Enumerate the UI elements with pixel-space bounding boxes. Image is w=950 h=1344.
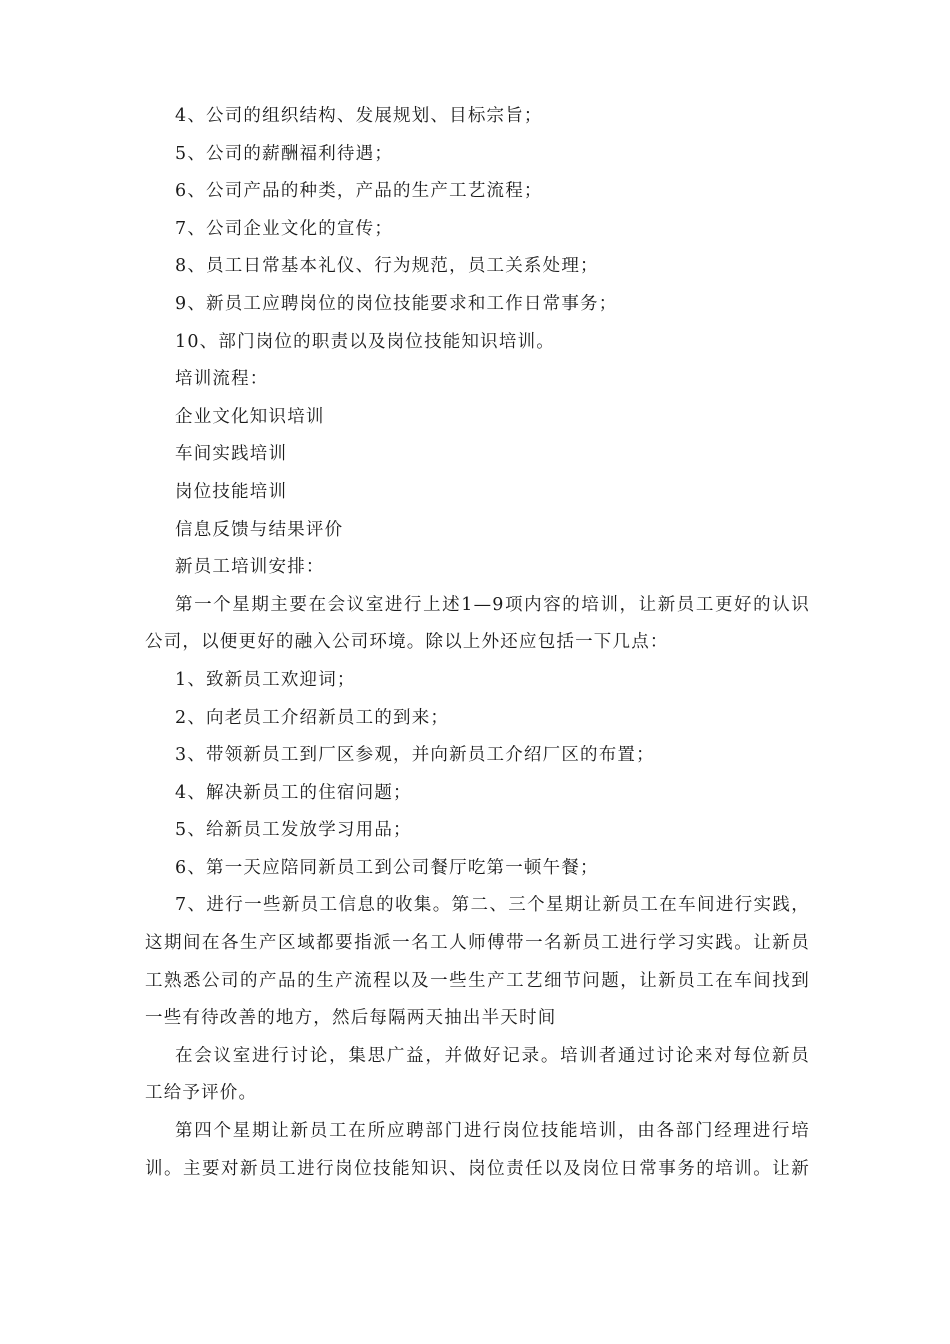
paragraph-line: 公司，以便更好的融入公司环境。除以上外还应包括一下几点： <box>145 632 669 653</box>
list-item: 4、公司的组织结构、发展规划、目标宗旨； <box>175 106 543 126</box>
list-item: 8、员工日常基本礼仪、行为规范，员工关系处理； <box>175 256 599 277</box>
list-item: 6、公司产品的种类，产品的生产工艺流程； <box>175 181 543 202</box>
schedule-heading: 新员工培训安排： <box>175 557 325 578</box>
paragraph-line: 工熟悉公司的产品的生产流程以及一些生产工艺细节问题，让新员工在车间找到 <box>145 970 810 991</box>
paragraph-line: 第一个星期主要在会议室进行上述1—9项内容的培训，让新员工更好的认识 <box>175 594 810 615</box>
paragraph-line: 第四个星期让新员工在所应聘部门进行岗位技能培训，由各部门经理进行培 <box>175 1121 810 1142</box>
document-body <box>145 98 810 1188</box>
process-step: 信息反馈与结果评价 <box>175 519 344 540</box>
process-step: 企业文化知识培训 <box>175 406 325 427</box>
list-item: 3、带领新员工到厂区参观，并向新员工介绍厂区的布置； <box>175 745 655 766</box>
list-item: 7、公司企业文化的宣传； <box>175 218 394 239</box>
process-step: 车间实践培训 <box>175 444 288 465</box>
paragraph-line: 7、进行一些新员工信息的收集。第二、三个星期让新员工在车间进行实践， <box>175 895 810 916</box>
list-item: 9、新员工应聘岗位的岗位技能要求和工作日常事务； <box>175 293 618 314</box>
list-item: 4、解决新员工的住宿问题； <box>175 782 412 803</box>
list-item: 6、第一天应陪同新员工到公司餐厅吃第一顿午餐； <box>175 857 599 878</box>
paragraph-line: 这期间在各生产区域都要指派一名工人师傅带一名新员工进行学习实践。让新员 <box>145 933 810 954</box>
list-item: 2、向老员工介绍新员工的到来； <box>175 707 450 728</box>
process-step: 岗位技能培训 <box>175 481 288 502</box>
list-item: 1、致新员工欢迎词； <box>175 669 356 690</box>
paragraph-line: 一些有待改善的地方，然后每隔两天抽出半天时间 <box>145 1008 557 1029</box>
process-heading: 培训流程： <box>175 369 269 390</box>
list-item: 10、部门岗位的职责以及岗位技能知识培训。 <box>175 331 555 352</box>
list-item: 5、公司的薪酬福利待遇； <box>175 143 394 164</box>
paragraph-line: 在会议室进行讨论，集思广益，并做好记录。培训者通过讨论来对每位新员 <box>175 1045 810 1066</box>
paragraph-line: 工给予评价。 <box>145 1083 258 1104</box>
list-item: 5、给新员工发放学习用品； <box>175 820 412 841</box>
paragraph-line: 训。主要对新员工进行岗位技能知识、岗位责任以及岗位日常事务的培训。让新 <box>145 1158 810 1179</box>
